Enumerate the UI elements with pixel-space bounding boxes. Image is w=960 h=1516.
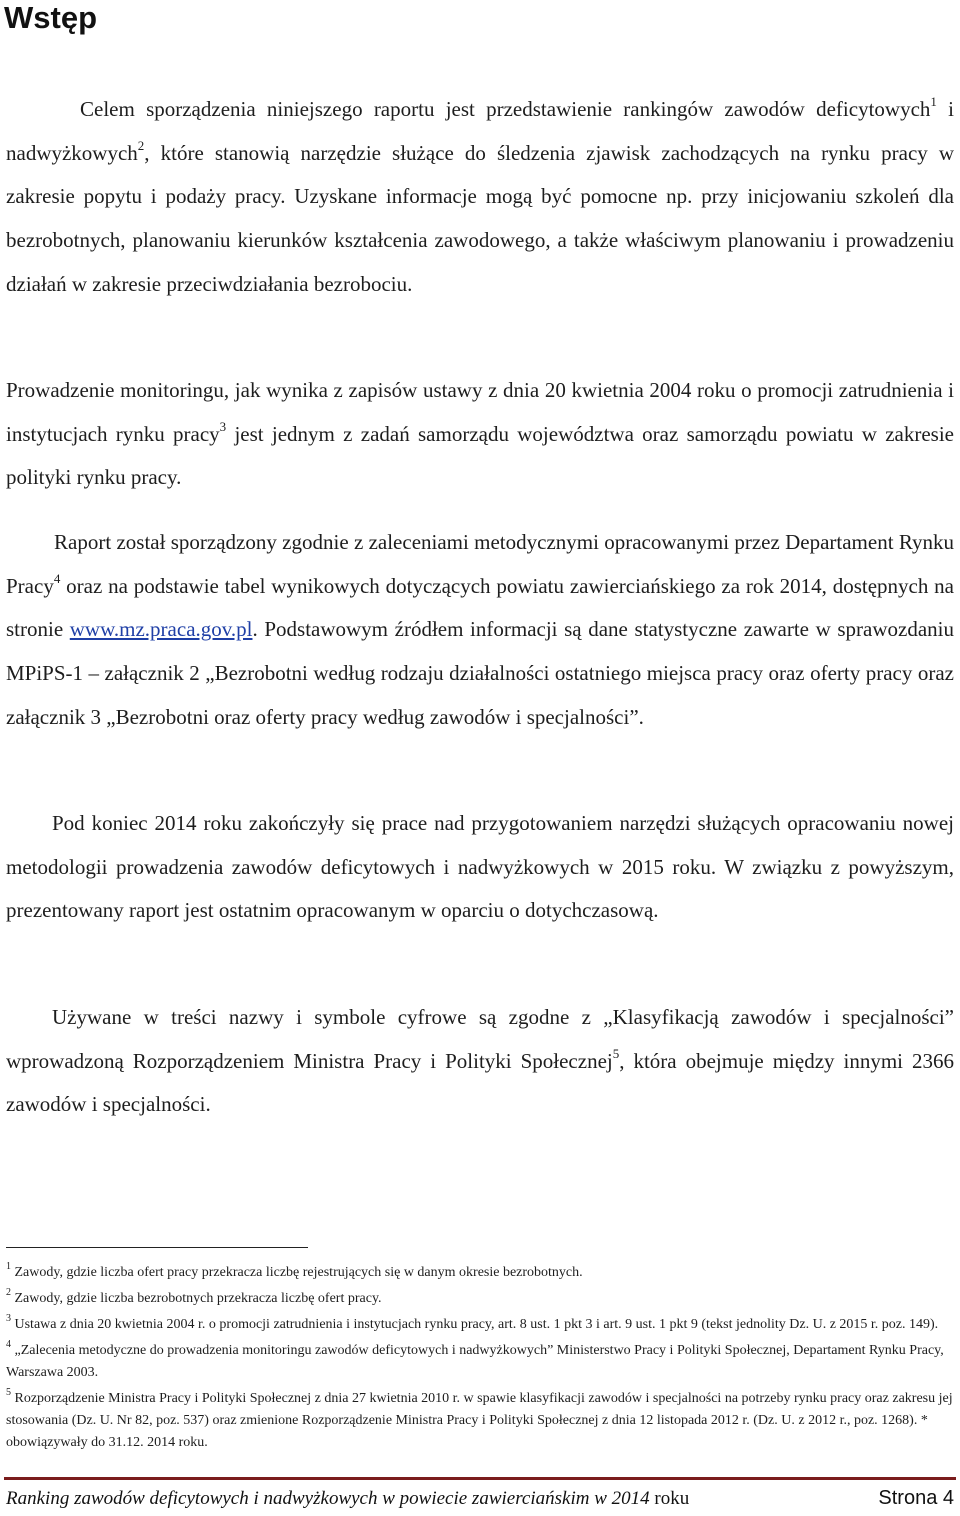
paragraph-text: i nadwyżkowych xyxy=(6,97,954,165)
paragraph-text: Raport został sporządzony zgodnie z zaleceniami metodycznymi opracowanymi przez Departament Rynku Pracy xyxy=(6,530,954,598)
footnote-5 xyxy=(6,1388,954,1454)
paragraph-text: Używane w treści nazwy i symbole cyfrowe są zgodne z „Klasyfikacją zawodów i specjalności” wprowadzoną Rozporządzeniem Ministra Pracy i Polityki Społecznej xyxy=(6,1005,954,1073)
footnote-ref-3[interactable]: 3 xyxy=(219,418,227,434)
footnote-text: Zawody, gdzie liczba bezrobotnych przekracza liczbę ofert pracy. xyxy=(11,1291,382,1306)
paragraph-4: Pod koniec 2014 roku zakończyły się prace nad przygotowaniem narzędzi służących opracowaniu nowej metodologii prowadzenia zawodów deficytowych i nadwyżkowych w 2015 roku. W związku z powyższym, prezentowany raport jest ostatnim opracowanym w oparciu o dotychczasową. xyxy=(6,811,954,923)
footer-title-italic: Ranking zawodów deficytowych i nadwyżkowych w powiecie zawierciańskim w 2014 xyxy=(6,1488,650,1509)
footnote-number: 5 xyxy=(6,1387,11,1399)
footnote-3 xyxy=(6,1314,954,1336)
website-link[interactable]: www.mz.praca.gov.pl xyxy=(69,617,253,642)
paragraph-3 xyxy=(6,521,954,740)
paragraph-text: , która obejmuje między innymi 2366 zawodów i specjalności. xyxy=(6,1048,954,1117)
footnote-number: 3 xyxy=(6,1313,11,1325)
footnote-ref-2[interactable]: 2 xyxy=(137,137,145,153)
paragraph-5 xyxy=(6,996,954,1127)
footnote-text: Rozporządzenie Ministra Pracy i Polityki Społecznej z dnia 27 kwietnia 2010 r. w spawie klasyfikacji zawodów i specjalności na potrzeby rynku pracy oraz zakresu jej stosowania (Dz. U. Nr 82, poz. 537) oraz zmienione Rozporządzenie Ministra Pracy i Polityki Społecznej z dnia 12 listopada 2012 r. (Dz. U. z 2012 r., poz. 1268). * obowiązywały do 31.12. 2014 roku. xyxy=(6,1391,953,1450)
footnote-separator xyxy=(6,1247,308,1248)
paragraph-text: . Podstawowym źródłem informacji są dane statystyczne zawarte w sprawozdaniu MPiPS-1 – załącznik 2 „Bezrobotni według rodzaju działalności ostatniego miejsca pracy oraz oferty pracy oraz załącznik 3 „Bezrobotni oraz oferty pracy według zawodów i specjalności”. xyxy=(6,617,954,729)
paragraph-2 xyxy=(6,369,954,500)
page-number: Strona 4 xyxy=(878,1487,954,1509)
footnote-text: Ustawa z dnia 20 kwietnia 2004 r. o promocji zatrudnienia i instytucjach rynku pracy, art. 8 ust. 1 pkt 3 i art. 9 ust. 1 pkt 9 (tekst jednolity Dz. U. z 2015 r. poz. 149). xyxy=(11,1317,939,1332)
footnote-number: 1 xyxy=(6,1261,11,1273)
footnote-number: 2 xyxy=(6,1287,11,1299)
footer-title xyxy=(6,1486,689,1512)
paragraph-text: jest jednym z zadań samorządu województwa oraz samorządu powiatu w zakresie polityki rynku pracy. xyxy=(6,421,954,490)
footnote-2 xyxy=(6,1288,954,1310)
paragraph-text: Celem sporządzenia niniejszego raportu jest przedstawienie rankingów zawodów deficytowych xyxy=(80,97,931,121)
footnote-1 xyxy=(6,1262,954,1284)
footnote-text: „Zalecenia metodyczne do prowadzenia monitoringu zawodów deficytowych i nadwyżkowych” Ministerstwo Pracy i Polityki Społecznej, Departament Rynku Pracy, Warszawa 2003. xyxy=(6,1343,944,1380)
footnote-ref-5[interactable]: 5 xyxy=(612,1045,620,1061)
footer-rule xyxy=(4,1477,956,1480)
paragraph-text: oraz na podstawie tabel wynikowych dotyczących powiatu zawierciańskiego za rok 2014, dostępnych na stronie xyxy=(6,573,954,642)
paragraph-text: Prowadzenie monitoringu, jak wynika z zapisów ustawy z dnia 20 kwietnia 2004 roku o promocji zatrudnienia i instytucjach rynku pracy xyxy=(6,378,954,446)
footnote-ref-1[interactable]: 1 xyxy=(930,94,937,109)
footer-title-plain: roku xyxy=(649,1488,690,1509)
footnotes xyxy=(6,1262,954,1458)
footnote-number: 4 xyxy=(6,1339,11,1351)
footnote-ref-4[interactable]: 4 xyxy=(53,570,61,586)
paragraph-text: , które stanowią narzędzie służące do śledzenia zjawisk zachodzących na rynku pracy w zakresie popytu i podaży pracy. Uzyskane informacje mogą być pomocne np. przy inicjowaniu szkoleń dla bezrobotnych, planowaniu kierunków kształcenia zawodowego, a także właściwym planowaniu i prowadzeniu działań w zakresie przeciwdziałania bezrobociu. xyxy=(6,140,954,296)
paragraph-1 xyxy=(6,88,954,307)
page-heading: Wstęp xyxy=(4,0,97,35)
footnote-4 xyxy=(6,1340,954,1384)
footnote-text: Zawody, gdzie liczba ofert pracy przekracza liczbę rejestrujących się w danym okresie bezrobotnych. xyxy=(11,1265,583,1280)
